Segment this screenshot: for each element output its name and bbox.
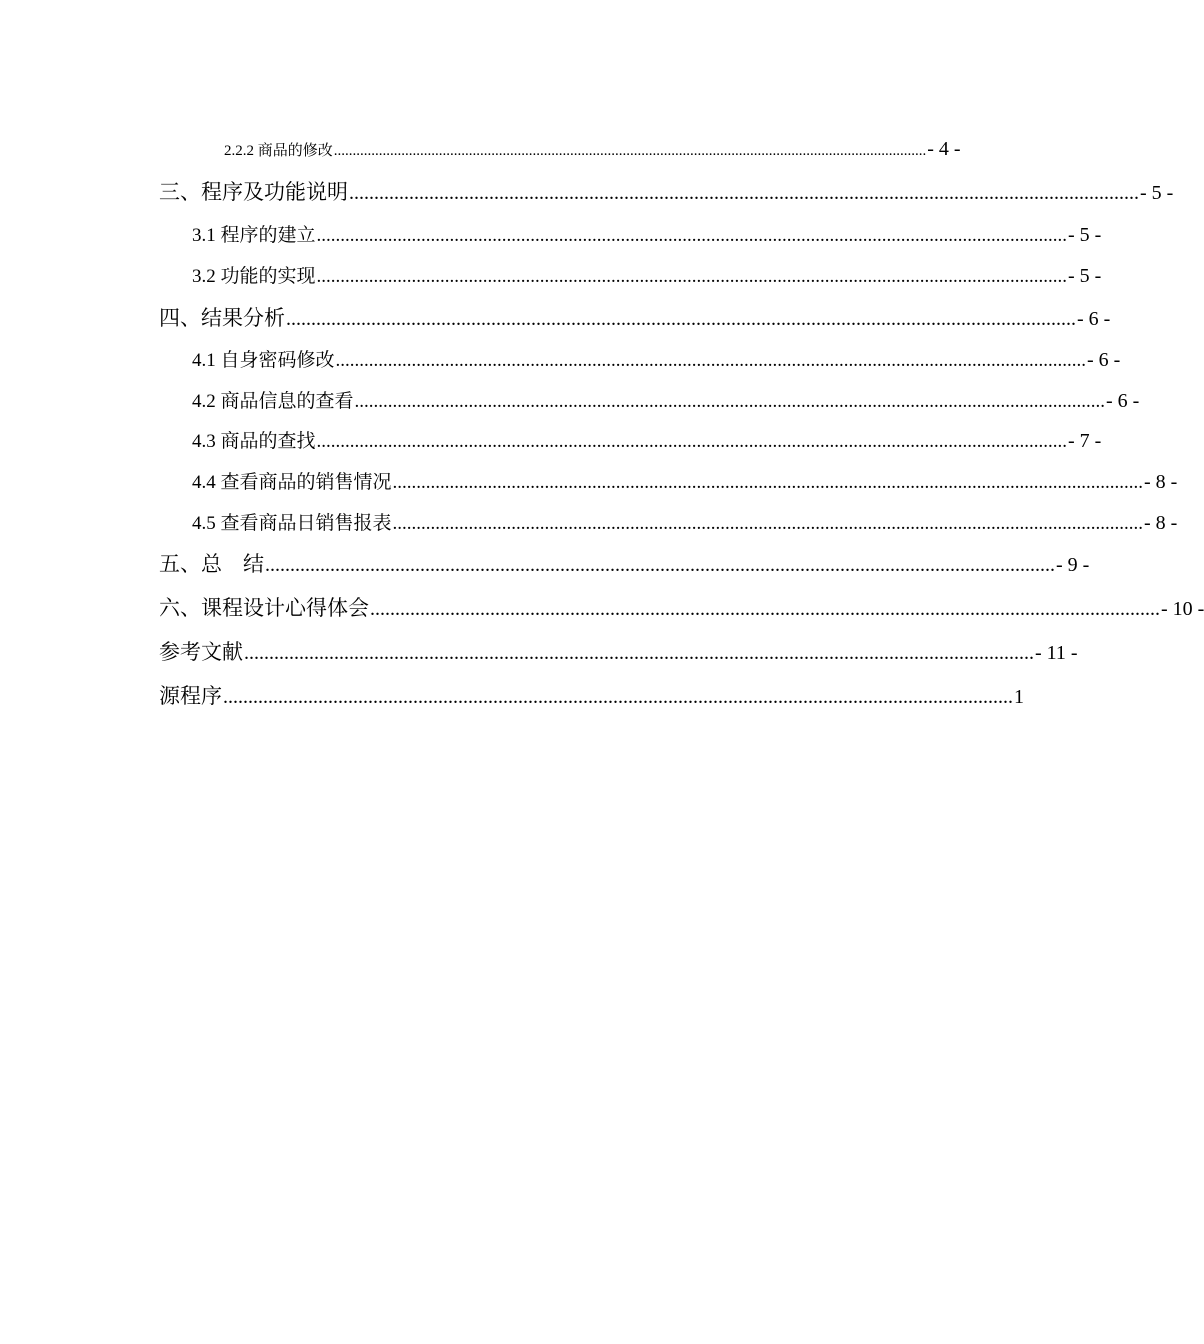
- toc-entry-4-2[interactable]: [0, 386, 1140, 413]
- toc-entry-label: 3.2 功能的实现: [192, 266, 316, 287]
- toc-entry-label: 六、课程设计心得体会: [159, 596, 369, 620]
- toc-entry-label: 4.4 查看商品的销售情况: [192, 472, 392, 493]
- toc-entry-page: - 4 -: [927, 138, 961, 160]
- toc-entry-page: - 6 -: [1077, 308, 1111, 330]
- toc-entry-page: - 8 -: [1144, 471, 1178, 493]
- toc-entry-label: 4.5 查看商品日销售报表: [192, 513, 392, 534]
- toc-entry-page: - 5 -: [1140, 182, 1174, 204]
- toc-entry-page: - 6 -: [1106, 390, 1140, 412]
- toc-entry-page: - 11 -: [1035, 642, 1078, 664]
- toc-entry-label: 4.2 商品信息的查看: [192, 391, 354, 412]
- dot-leader: ..............................................................................................................................................................: [335, 350, 1087, 371]
- toc-entry-4-1[interactable]: [0, 345, 1121, 372]
- dot-leader: ..............................................................................................................................................................: [316, 225, 1068, 246]
- toc-entry-2-2-2[interactable]: [0, 138, 1108, 161]
- toc-entry-page: - 10 -: [1161, 598, 1204, 620]
- toc-entry-4-3[interactable]: [0, 426, 1108, 453]
- toc-entry-label: 3.1 程序的建立: [192, 225, 316, 246]
- toc-entry-page: - 9 -: [1056, 554, 1090, 576]
- toc-entry-4-4[interactable]: [0, 467, 1178, 494]
- toc-entry-3-2[interactable]: [0, 261, 1108, 288]
- dot-leader: ..............................................................................................................................................................: [392, 472, 1144, 493]
- toc-entry-label: 源程序: [159, 684, 222, 708]
- toc-entry-label: 4.3 商品的查找: [192, 431, 316, 452]
- dot-leader: ..............................................................................................................................................................: [244, 642, 1034, 664]
- toc-entry-4[interactable]: [0, 302, 1111, 332]
- toc-entry-references[interactable]: [0, 636, 1108, 666]
- dot-leader: ..............................................................................................................................................................: [265, 554, 1055, 576]
- toc-entry-label: 五、总 结: [159, 552, 264, 576]
- toc-entry-3-1[interactable]: [0, 220, 1108, 247]
- dot-leader: ..............................................................................................................................................................: [354, 391, 1106, 412]
- toc-entry-page: - 5 -: [1068, 224, 1102, 246]
- toc-entry-3[interactable]: [0, 176, 1174, 206]
- dot-leader: ..............................................................................................................................................................: [316, 431, 1068, 452]
- dot-leader: ..............................................................................................................................................................: [392, 513, 1144, 534]
- toc-entry-page: - 7 -: [1068, 430, 1102, 452]
- toc-entry-label: 参考文献: [159, 640, 243, 664]
- toc-entry-page: - 5 -: [1068, 265, 1102, 287]
- toc-entry-page: - 6 -: [1087, 349, 1121, 371]
- toc-entry-4-5[interactable]: [0, 508, 1178, 535]
- toc-entry-6[interactable]: [0, 592, 1204, 622]
- toc-entry-page: - 8 -: [1144, 512, 1178, 534]
- dot-leader: ..............................................................................................................................................................: [316, 266, 1068, 287]
- toc-entry-label: 2.2.2 商品的修改: [224, 143, 333, 159]
- dot-leader: ..............................................................................................................................................................: [333, 143, 927, 159]
- toc-entry-5[interactable]: [0, 548, 1108, 578]
- toc-entry-source-code[interactable]: [0, 680, 1108, 710]
- dot-leader: ..............................................................................................................................................................: [370, 598, 1160, 620]
- toc-entry-page: 1: [1014, 686, 1024, 708]
- dot-leader: ..............................................................................................................................................................: [286, 308, 1076, 330]
- toc-entry-label: 四、结果分析: [159, 306, 285, 330]
- toc-entry-label: 4.1 自身密码修改: [192, 350, 335, 371]
- dot-leader: ..............................................................................................................................................................: [349, 182, 1139, 204]
- dot-leader: ..............................................................................................................................................................: [223, 686, 1013, 708]
- toc-entry-label: 三、程序及功能说明: [159, 180, 348, 204]
